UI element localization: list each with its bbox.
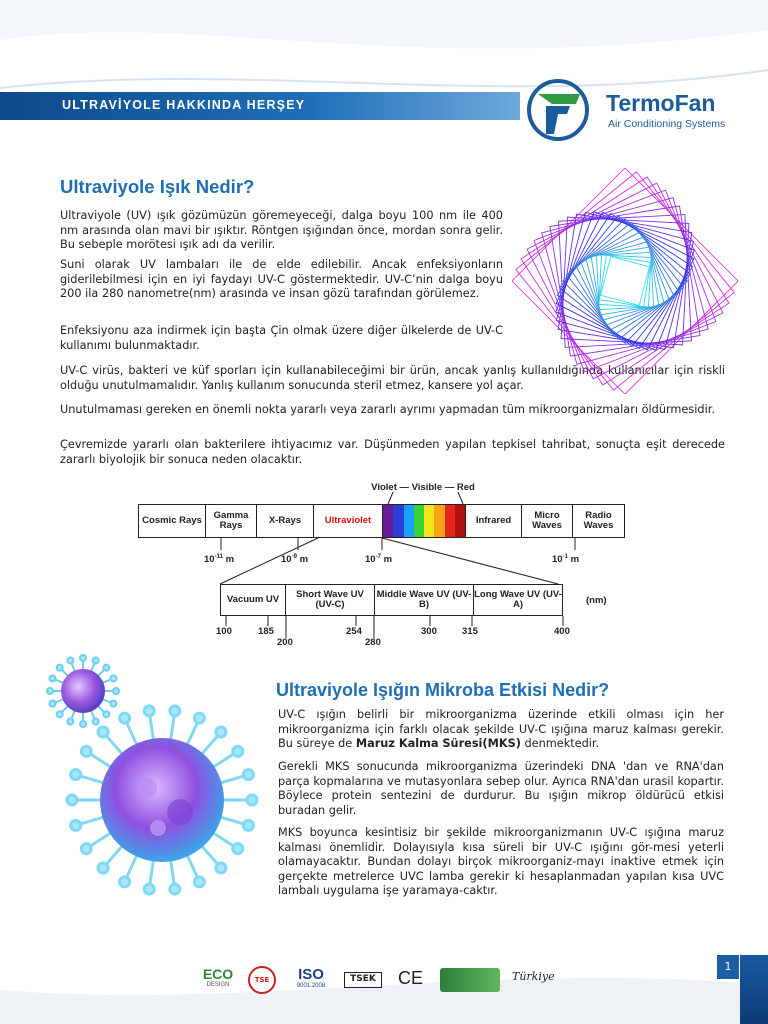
section2-paragraph-2: Gerekli MKS sonucunda mikroorganizma üzerindeki DNA 'dan ve RNA'dan parça kopmalarına ve mutasyonlara sebep olur. Ayrıca RNA'dan urasil kopartır. Böylece protein sentezini de durdurur. Bu ışığın mikrop öldürücü etkisi buradan gelir. bbox=[278, 760, 724, 817]
band-infrared: Infrared bbox=[465, 504, 522, 538]
band-micro-waves: Micro Waves bbox=[521, 504, 573, 538]
section1-heading: Ultraviyole Işık Nedir? bbox=[60, 176, 255, 197]
visible-color-stripe-5 bbox=[434, 505, 444, 537]
virus-spike-tip bbox=[233, 746, 243, 756]
section1-paragraph-5: Unutulmaması gereken en önemli nokta yararlı veya zararlı ayrımı yapmadan tüm mikroorganizmaları öldürmesidir. bbox=[60, 403, 715, 416]
virus-spike-tip bbox=[170, 706, 180, 716]
header-title: ULTRAVİYOLE HAKKINDA HERŞEY bbox=[62, 98, 306, 112]
visible-color-stripe-3 bbox=[414, 505, 424, 537]
logo-brand-name: TermoFan bbox=[606, 90, 716, 116]
virus-spike-tip bbox=[144, 706, 154, 716]
spiral-square-graphic bbox=[512, 168, 738, 394]
spiral-square bbox=[512, 168, 738, 394]
band-visible-colors bbox=[382, 504, 466, 538]
virus-spike-tip bbox=[71, 770, 81, 780]
scale-label-1: $10^{-11}$ m bbox=[204, 554, 235, 566]
spiral-square bbox=[599, 255, 650, 306]
ce-logo: CE bbox=[398, 968, 424, 988]
visible-color-stripe-2 bbox=[404, 505, 414, 537]
eco-design-logo: ECO DESIGN bbox=[202, 966, 234, 988]
spiral-square bbox=[561, 217, 689, 345]
virus-spike-tip bbox=[194, 877, 204, 887]
virus-spike-tip bbox=[194, 713, 204, 723]
section2-paragraph-1: UV-C ışığın belirli bir mikroorganizma üzerinde etkili olması için her mikroorganizma için farklı olacak şekilde UV-C ışığına maruz kalması gerekir. Bu süreye de Maruz Kalma Süresi(MKS) denmektedir. bbox=[278, 708, 724, 751]
scale-label-4: $10^{-1}$ m bbox=[552, 554, 580, 566]
virus-spike-tip bbox=[113, 688, 119, 694]
virus-spike-tip bbox=[243, 770, 253, 780]
scale-label-2: $10^{-9}$ m bbox=[281, 554, 309, 566]
uv-band-uvb: Middle Wave UV (UV-B) bbox=[374, 584, 474, 616]
spiral-square bbox=[527, 183, 723, 379]
visible-color-stripe-7 bbox=[455, 505, 465, 537]
spiral-square bbox=[556, 212, 693, 349]
virus-spike-tip bbox=[98, 727, 108, 737]
uv-unit-label: (nm) bbox=[586, 595, 607, 606]
visible-color-stripe-4 bbox=[424, 505, 434, 537]
spiral-square bbox=[599, 255, 651, 307]
virus-spike-tip bbox=[47, 688, 53, 694]
virus-spike-tip bbox=[216, 863, 226, 873]
virus-spike-tip bbox=[103, 665, 109, 671]
tick-200: 200 bbox=[277, 637, 293, 648]
visible-color-stripe-0 bbox=[383, 505, 393, 537]
tse-logo: TSE bbox=[248, 966, 276, 994]
section1-paragraph-3: Enfeksiyonu aza indirmek için başta Çin olmak üzere diğer ülkelerde de UV-C kullanımı bulunmaktadır. bbox=[60, 324, 503, 352]
virus-spike-tip bbox=[81, 844, 91, 854]
virus-spike-tip bbox=[110, 675, 116, 681]
virus-spike-tip bbox=[71, 820, 81, 830]
virus-spike-tip bbox=[98, 863, 108, 873]
spiral-square bbox=[576, 232, 675, 331]
virus-spike-tip bbox=[233, 844, 243, 854]
mks-term: Maruz Kalma Süresi(MKS) bbox=[355, 737, 521, 751]
virus-spike-tip bbox=[144, 884, 154, 894]
section2-heading: Ultraviyole Işığın Mikroba Etkisi Nedir? bbox=[276, 680, 610, 700]
virus-spike-tip bbox=[170, 884, 180, 894]
header-bar bbox=[0, 92, 520, 120]
virus-spike-tip bbox=[57, 665, 63, 671]
spiral-square bbox=[556, 212, 694, 350]
visible-color-stripe-6 bbox=[445, 505, 455, 537]
section1-paragraph-1: Ultraviyole (UV) ışık gözümüzün göremeyeceği, dalga boyu 100 nm ile 400 nm arasında olan mavi bir ışıktır. Röntgen ışığından önce, mordan sonra gelir. Bu sebeple morötesi ışık adı da verilir. bbox=[60, 209, 503, 252]
scale-label-3: $10^{-7}$ m bbox=[365, 554, 393, 566]
turkiye-logo: Türkiye bbox=[512, 970, 555, 983]
tick-100: 100 bbox=[216, 626, 232, 637]
tick-315: 315 bbox=[462, 626, 478, 637]
band-ultraviolet: Ultraviolet bbox=[313, 504, 383, 538]
band-cosmic-rays: Cosmic Rays bbox=[138, 504, 206, 538]
section1-paragraph-6: Çevremizde yararlı olan bakterilere ihtiyacımız var. Düşünmeden yapılan tepkisel tahribat, sonuçta eşit derecede zararlı biyolojik bir sonuca neden olacaktır. bbox=[60, 438, 725, 466]
spiral-square bbox=[550, 206, 700, 356]
termofan-logo bbox=[520, 78, 760, 142]
corner-bar bbox=[740, 955, 768, 1024]
band-x-rays: X-Rays bbox=[256, 504, 314, 538]
virus-spike-tip bbox=[216, 727, 226, 737]
virus-spike-tip bbox=[243, 820, 253, 830]
virus-spike-tip bbox=[50, 675, 56, 681]
page-number: 1 bbox=[717, 955, 739, 979]
spiral-square bbox=[521, 177, 729, 385]
section1-paragraph-2: Suni olarak UV lambaları ile de elde edilebilir. Ancak enfeksiyonların giderilebilmesi için en iyi faydayı UV-C göstermektedir. UV-C’nin dalga boyu 200 ila 280 nanometre(nm) arasında ve insan gözü tarafından görülemez. bbox=[60, 258, 503, 301]
uv-band-vacuum: Vacuum UV bbox=[220, 584, 286, 616]
virus-spike-tip bbox=[93, 658, 99, 664]
tick-300: 300 bbox=[421, 626, 437, 637]
visible-range-label: Violet — Visible — Red bbox=[371, 482, 475, 493]
eurovent-logo bbox=[440, 968, 500, 992]
spiral-square bbox=[516, 172, 734, 390]
virus-spike-tip bbox=[247, 795, 257, 805]
spiral-square bbox=[556, 212, 694, 350]
virus-spike-tip bbox=[81, 746, 91, 756]
spiral-square bbox=[596, 252, 653, 309]
iso-logo: ISO 9001:2008 bbox=[296, 966, 326, 989]
virus-spike-tip bbox=[120, 877, 130, 887]
logo-tagline: Air Conditioning Systems bbox=[608, 118, 726, 130]
uv-spectrum-diagram bbox=[138, 478, 638, 648]
certification-logos bbox=[200, 962, 580, 998]
tick-254: 254 bbox=[346, 626, 362, 637]
tick-280: 280 bbox=[365, 637, 381, 648]
uv-band-uvc: Short Wave UV (UV-C) bbox=[285, 584, 375, 616]
section1-paragraph-4: UV-C virüs, bakteri ve küf sporları için kullanabileceğimi bir ürün, ancak yanlış kullanıldığında kullanıcılar için riskli olduğu unutulmamalıdır. Yanlış kullanım sonucunda steril etmez, kansere yol açar. bbox=[60, 364, 725, 392]
large-virus-image bbox=[62, 700, 262, 900]
virus-spike-tip bbox=[67, 795, 77, 805]
section2-paragraph-3: MKS boyunca kesintisiz bir şekilde mikroorganizmanın UV-C ışığına maruz kalması önemlidir. Dolayısıyla kısa süreli bir UV-C ışığını gör-mesi yeterli olamayacaktır. Bundan dolayı birçok mikroorganiz-mayı inaktive etmek için gerçekte metrelerce UVC lamba gerekir ki hesaplanmadan yapılan kısa UVC lambalı uygulama işe yaramaya-caktır. bbox=[278, 826, 724, 898]
logo-emblem-icon bbox=[520, 78, 600, 142]
band-radio-waves: Radio Waves bbox=[572, 504, 625, 538]
virus-spike-tip bbox=[50, 701, 56, 707]
tick-400: 400 bbox=[554, 626, 570, 637]
virus-spike-tip bbox=[80, 655, 86, 661]
uv-band-uva: Long Wave UV (UV-A) bbox=[473, 584, 563, 616]
band-gamma-rays: Gamma Rays bbox=[205, 504, 257, 538]
virus-spike-tip bbox=[67, 658, 73, 664]
spiral-square bbox=[601, 257, 650, 306]
tsek-logo: TSEK bbox=[344, 972, 382, 988]
visible-color-stripe-1 bbox=[393, 505, 403, 537]
tick-185: 185 bbox=[258, 626, 274, 637]
spiral-square bbox=[563, 219, 687, 343]
virus-spike-tip bbox=[120, 713, 130, 723]
